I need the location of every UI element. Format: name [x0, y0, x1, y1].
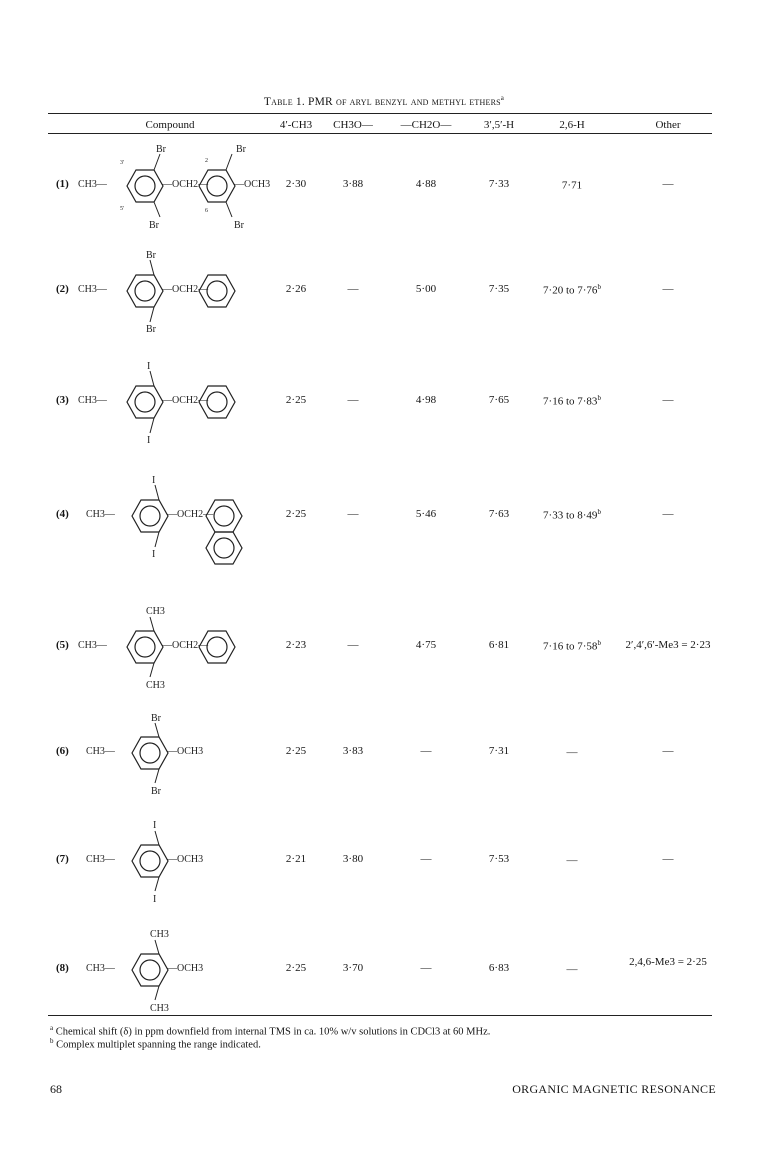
- svg-text:—OCH3: —OCH3: [167, 746, 204, 757]
- svg-text:I: I: [153, 820, 157, 831]
- cell-ch3o: —: [347, 639, 359, 651]
- cell-ch2o: —: [420, 962, 432, 974]
- cell-ch3o: 3·88: [342, 178, 364, 190]
- header-rule: [48, 133, 712, 134]
- svg-text:CH3—: CH3—: [78, 179, 107, 190]
- cell-other: 2′,4′,6′-Me3 = 2·23: [625, 639, 711, 651]
- svg-text:—OCH2—: —OCH2—: [162, 395, 209, 406]
- structure-diagram: [74, 357, 244, 447]
- svg-text:CH3—: CH3—: [86, 746, 115, 757]
- cell-26h: 7·71: [561, 179, 583, 192]
- svg-text:Br: Br: [151, 786, 161, 797]
- cell-ch2o: 4·88: [415, 178, 437, 190]
- cell-4ch3: 2·25: [285, 962, 307, 974]
- svg-text:—OCH2—: —OCH2—: [162, 179, 209, 190]
- compound-number: (5): [56, 639, 69, 651]
- table-title: PMR of aryl benzyl and methyl ethers: [308, 95, 501, 108]
- header-compound: Compound: [145, 119, 195, 131]
- svg-text:CH3—: CH3—: [78, 640, 107, 651]
- svg-text:Br: Br: [146, 324, 156, 335]
- svg-text:I: I: [153, 894, 157, 905]
- svg-text:—OCH3: —OCH3: [167, 854, 204, 865]
- compound-number: (3): [56, 394, 69, 406]
- svg-text:CH3: CH3: [146, 680, 165, 691]
- cell-26h: —: [566, 963, 578, 976]
- header-other: Other: [655, 119, 681, 131]
- header-4ch3: 4′-CH3: [279, 119, 313, 131]
- cell-4ch3: 2·25: [285, 394, 307, 406]
- cell-ch2o: 5·46: [415, 508, 437, 520]
- page-number: 68: [50, 1082, 62, 1096]
- cell-26h: 7·16 to $7\cdot 83^b$: [543, 394, 601, 408]
- cell-26h: 7·20 to $7\cdot 76^b$: [543, 283, 601, 297]
- cell-ch3o: —: [347, 508, 359, 520]
- cell-other: 2,4,6-Me3 = 2·25: [629, 956, 707, 968]
- cell-26h: 7·33 to $8\cdot 49^b$: [543, 508, 601, 522]
- cell-other: —: [662, 394, 674, 406]
- cell-other: —: [662, 283, 674, 295]
- bottom-rule: [48, 1015, 712, 1016]
- cell-ch2o: 5·00: [415, 283, 437, 295]
- cell-35h: 6·81: [488, 639, 510, 651]
- structure-diagram: [74, 708, 214, 798]
- footnote-b: $^b$ Complex multiplet spanning the range indicated.: [50, 1037, 261, 1051]
- svg-text:I: I: [152, 475, 156, 486]
- svg-text:CH3—: CH3—: [78, 284, 107, 295]
- footnote-a: $^a$ Chemical shift (δ) in ppm downfield from internal TMS in ca. 10% w/v solutions in CDCl3 at 60 MHz.: [50, 1024, 491, 1038]
- svg-text:—OCH2—: —OCH2—: [167, 509, 214, 520]
- svg-text:CH3: CH3: [150, 929, 169, 940]
- svg-text:CH3: CH3: [150, 1003, 169, 1014]
- cell-35h: 7·65: [488, 394, 510, 406]
- svg-text:Br: Br: [234, 220, 244, 231]
- svg-text:I: I: [147, 435, 151, 446]
- cell-ch2o: 4·75: [415, 639, 437, 651]
- compound-number: (8): [56, 962, 69, 974]
- svg-text:I: I: [152, 549, 156, 560]
- header-ch2o: —CH2O—: [400, 119, 452, 131]
- svg-text:I: I: [147, 361, 151, 372]
- svg-text:CH3—: CH3—: [86, 963, 115, 974]
- svg-text:Br: Br: [156, 144, 166, 155]
- compound-number: (7): [56, 853, 69, 865]
- cell-26h: —: [566, 854, 578, 867]
- cell-35h: 7·33: [488, 178, 510, 190]
- compound-number: (2): [56, 283, 69, 295]
- cell-4ch3: 2·30: [285, 178, 307, 190]
- svg-text:2: 2: [205, 158, 208, 164]
- svg-text:CH3—: CH3—: [86, 509, 115, 520]
- cell-26h: —: [566, 746, 578, 759]
- cell-other: —: [662, 745, 674, 757]
- svg-text:—OCH2—: —OCH2—: [162, 284, 209, 295]
- cell-ch3o: —: [347, 283, 359, 295]
- svg-text:CH3—: CH3—: [78, 395, 107, 406]
- svg-text:—OCH3: —OCH3: [167, 963, 204, 974]
- cell-ch3o: —: [347, 394, 359, 406]
- compound-3-structure: [74, 357, 244, 447]
- cell-26h: 7·16 to $7\cdot 58^b$: [543, 639, 601, 653]
- structure-diagram: [74, 473, 254, 573]
- cell-ch2o: —: [420, 853, 432, 865]
- svg-text:3′: 3′: [120, 160, 125, 166]
- table-caption: [0, 94, 768, 108]
- svg-text:6: 6: [205, 208, 208, 214]
- structure-diagram: [74, 246, 244, 336]
- caption-footnote-mark: a: [500, 94, 505, 102]
- structure-diagram: [74, 140, 294, 232]
- cell-ch2o: 4·98: [415, 394, 437, 406]
- compound-number: (1): [56, 178, 69, 190]
- structure-diagram: [74, 922, 214, 1012]
- svg-text:5′: 5′: [120, 206, 125, 212]
- cell-35h: 6·83: [488, 962, 510, 974]
- structure-diagram: [74, 601, 244, 691]
- top-rule: [48, 113, 712, 114]
- cell-35h: 7·53: [488, 853, 510, 865]
- header-35h: 3′,5′-H: [483, 119, 515, 131]
- cell-4ch3: 2·25: [285, 745, 307, 757]
- cell-other: —: [662, 178, 674, 190]
- cell-ch3o: 3·70: [342, 962, 364, 974]
- cell-ch2o: —: [420, 745, 432, 757]
- svg-text:CH3—: CH3—: [86, 854, 115, 865]
- cell-35h: 7·35: [488, 283, 510, 295]
- svg-text:CH3: CH3: [146, 606, 165, 617]
- table-number: Table 1.: [263, 95, 305, 108]
- cell-4ch3: 2·25: [285, 508, 307, 520]
- svg-text:—OCH2—: —OCH2—: [162, 640, 209, 651]
- journal-name: ORGANIC MAGNETIC RESONANCE: [512, 1082, 716, 1096]
- compound-2-structure: [74, 246, 244, 336]
- cell-35h: 7·63: [488, 508, 510, 520]
- compound-7-structure: [74, 815, 214, 905]
- compound-4-structure: [74, 473, 254, 573]
- svg-text:—OCH3: —OCH3: [234, 179, 271, 190]
- compound-number: (6): [56, 745, 69, 757]
- cell-4ch3: 2·21: [285, 853, 307, 865]
- header-ch3o: CH3O—: [333, 119, 373, 131]
- cell-ch3o: 3·83: [342, 745, 364, 757]
- cell-4ch3: 2·26: [285, 283, 307, 295]
- structure-diagram: [74, 815, 214, 905]
- header-26h: 2,6-H: [559, 119, 585, 131]
- cell-other: —: [662, 853, 674, 865]
- compound-number: (4): [56, 508, 69, 520]
- cell-ch3o: 3·80: [342, 853, 364, 865]
- cell-35h: 7·31: [488, 745, 510, 757]
- svg-text:Br: Br: [149, 220, 159, 231]
- svg-text:Br: Br: [236, 144, 246, 155]
- compound-6-structure: [74, 708, 214, 798]
- compound-5-structure: [74, 601, 244, 691]
- compound-1-structure: [74, 140, 294, 232]
- cell-4ch3: 2·23: [285, 639, 307, 651]
- cell-other: —: [662, 508, 674, 520]
- svg-text:Br: Br: [151, 713, 161, 724]
- svg-text:Br: Br: [146, 250, 156, 261]
- compound-8-structure: [74, 922, 214, 1012]
